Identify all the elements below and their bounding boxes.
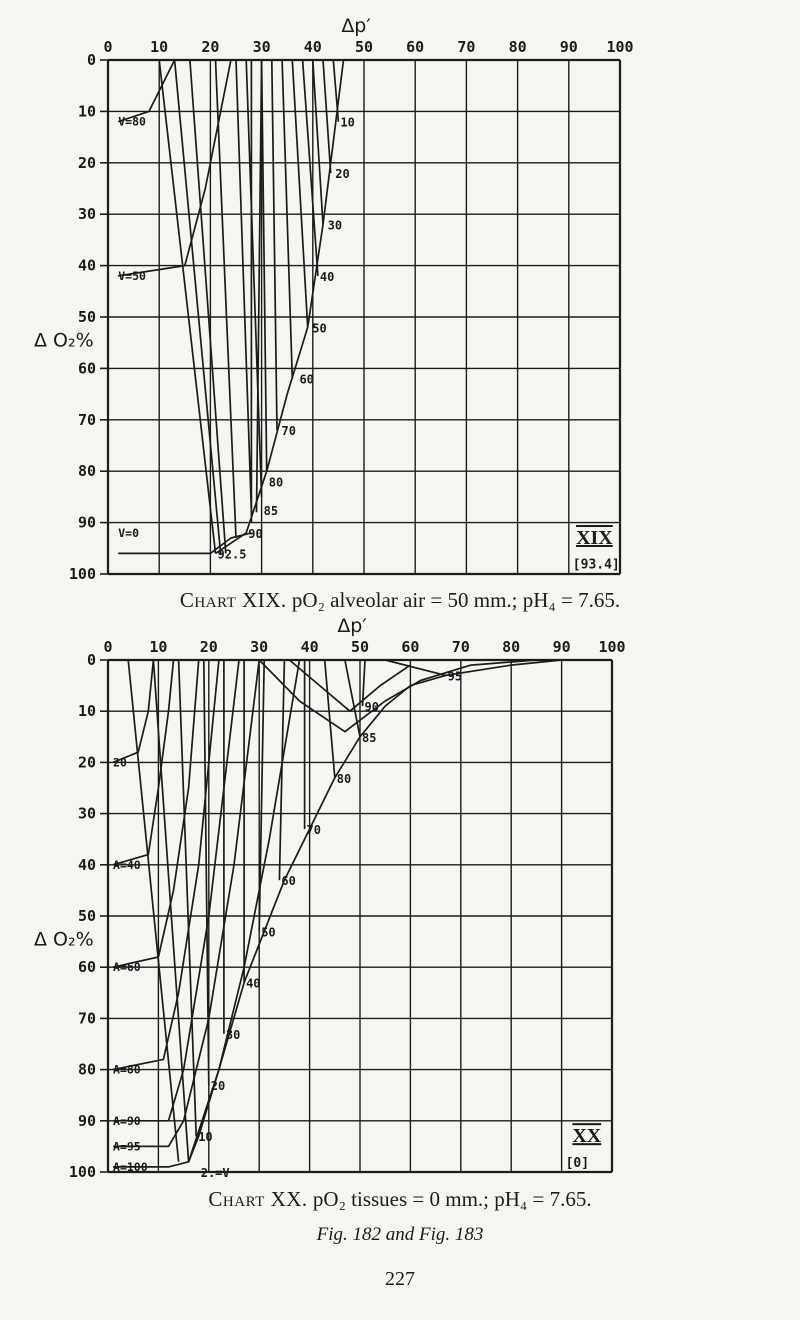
- chart-xx-x-tick-label: 0: [103, 638, 113, 656]
- chart-xix-x-tick-label: 10: [150, 38, 169, 56]
- chart-xx-y-tick-label: 30: [77, 804, 96, 823]
- chart-xx-curve-label: 2.=V: [200, 1166, 230, 1180]
- chart-xix-x-tick-label: 40: [303, 38, 322, 56]
- chart-xix-x-axis-label: Δp′: [341, 15, 371, 37]
- chart-xix-curve-label: 40: [319, 269, 335, 284]
- chart-xix-caption-text: pO₂ alveolar air = 50 mm.; pH₄ = 7.65.: [291, 588, 621, 612]
- chart-xx-y-tick-label: 50: [77, 907, 96, 925]
- chart-xx-curve-label: 30: [225, 1027, 241, 1042]
- chart-xx-y-tick-label: 90: [77, 1111, 96, 1130]
- chart-xx-x-tick-label: 70: [451, 638, 470, 656]
- chart-xix-x-tick-label: 80: [508, 38, 527, 56]
- chart-xix-annotation: V=80: [118, 114, 146, 129]
- chart-xix-y-tick-label: 90: [77, 513, 96, 532]
- chart-xix-x-tick-label: 100: [606, 38, 634, 56]
- chart-xx-curve-label: 85: [362, 730, 377, 745]
- chart-xix-number-value: [93.4]: [572, 557, 620, 573]
- chart-xix-curve-label: 10: [340, 115, 355, 130]
- chart-xix-curve: [272, 60, 277, 430]
- chart-xx-annotation: A=40: [113, 857, 141, 872]
- figure-caption: Fig. 182 and Fig. 183: [316, 1224, 484, 1245]
- chart-xx-annotation: A=90: [113, 1113, 141, 1128]
- chart-xix-curve: [323, 60, 331, 173]
- chart-xx-number-value: [0]: [565, 1155, 590, 1171]
- chart-xx-curve: [259, 660, 264, 931]
- chart-xix-x-tick-label: 50: [354, 38, 374, 56]
- chart-xix-curve: [313, 60, 323, 225]
- chart-xx-annotation: A=60: [113, 960, 141, 975]
- chart-xix-y-tick-label: 70: [77, 410, 96, 429]
- chart-xx-curve: [113, 660, 239, 1121]
- chart-xix-curve-label: 85: [263, 503, 279, 518]
- chart-xix-annotation: V=50: [118, 268, 146, 283]
- chart-xix-y-tick-label: 40: [77, 256, 96, 275]
- chart-xix-x-tick-label: 90: [559, 38, 578, 56]
- chart-xix-curve-label: 92.5: [217, 547, 247, 562]
- chart-xx-annotation: A=80: [113, 1062, 141, 1077]
- chart-xix-curve: [118, 60, 231, 276]
- chart-xx-number-label: XX: [572, 1125, 602, 1148]
- chart-xix-x-tick-label: 60: [406, 38, 425, 56]
- chart-xix-y-axis-label: Δ O₂%: [34, 329, 94, 352]
- chart-xix-y-tick-label: 30: [77, 205, 96, 224]
- chart-xix-y-tick-label: 50: [77, 308, 96, 326]
- chart-xix: [0, 0, 800, 600]
- chart-xix-curve-label: 60: [299, 372, 314, 387]
- chart-xx-x-axis-label: Δp′: [337, 615, 367, 637]
- chart-xx-curve: [385, 660, 446, 675]
- chart-xix-curve-label: 50: [312, 321, 327, 336]
- chart-xix-curve-label: 80: [268, 475, 284, 490]
- chart-xx: [0, 610, 800, 1210]
- chart-xix-curve: [175, 60, 221, 553]
- chart-xx-curve-label: 50: [261, 925, 276, 940]
- chart-xix-curve-label: 30: [327, 218, 343, 233]
- chart-xix-y-tick-label: 60: [77, 359, 96, 378]
- chart-xix-x-tick-label: 30: [252, 38, 271, 56]
- page-number: 227: [385, 1268, 415, 1290]
- chart-xix-curve: [216, 60, 237, 538]
- chart-xx-y-tick-label: 100: [68, 1163, 96, 1181]
- chart-xx-caption-text: pO₂ tissues = 0 mm.; pH₄ = 7.65.: [312, 1187, 592, 1211]
- chart-xx-x-tick-label: 100: [598, 638, 626, 656]
- chart-xix-y-tick-label: 20: [77, 153, 96, 172]
- chart-xx-x-tick-label: 90: [552, 638, 571, 656]
- chart-xx-caption-label: Chart XX.: [208, 1187, 308, 1211]
- chart-xx-y-tick-label: 80: [77, 1060, 96, 1079]
- chart-xx-annotation: A=95: [113, 1139, 141, 1154]
- chart-xx-y-tick-label: 0: [86, 651, 96, 669]
- chart-xx-y-tick-label: 70: [77, 1009, 96, 1028]
- chart-xix-curve: [118, 60, 174, 122]
- chart-xix-curve-label: 20: [335, 167, 350, 182]
- chart-xix-y-tick-label: 100: [68, 565, 96, 583]
- chart-xx-x-tick-label: 50: [350, 638, 370, 656]
- chart-xix-y-tick-label: 10: [77, 102, 96, 121]
- chart-xix-caption-label: Chart XIX.: [179, 588, 287, 612]
- chart-xx-annotation: A=100: [113, 1159, 148, 1174]
- chart-xix-y-tick-label: 0: [86, 51, 96, 69]
- chart-xx-y-tick-label: 10: [77, 702, 96, 721]
- chart-xx-curve-label: 90: [364, 700, 379, 715]
- chart-xx-x-tick-label: 30: [250, 638, 269, 656]
- chart-xx-x-tick-label: 20: [199, 638, 218, 656]
- chart-xix-x-tick-label: 20: [201, 38, 220, 56]
- chart-xx-x-tick-label: 80: [502, 638, 521, 656]
- chart-xx-curve-label: 95: [447, 669, 463, 684]
- chart-xix-x-tick-label: 0: [103, 38, 113, 56]
- chart-xx-curve-label: 80: [336, 771, 352, 786]
- chart-xx-curve-label: 40: [246, 976, 261, 991]
- chart-xx-y-tick-label: 20: [77, 753, 96, 772]
- chart-xix-y-tick-label: 80: [77, 462, 96, 481]
- chart-xx-annotation: 20: [113, 755, 127, 770]
- chart-xx-x-tick-label: 60: [401, 638, 420, 656]
- chart-xx-caption: [0, 1187, 800, 1212]
- chart-xx-curve-label: 70: [306, 822, 322, 837]
- chart-xix-annotation: V=0: [118, 525, 140, 540]
- chart-xix-number-label: XIX: [576, 527, 613, 550]
- chart-xx-curve-label: 10: [198, 1130, 213, 1145]
- chart-xix-x-tick-label: 70: [457, 38, 476, 56]
- chart-xx-curve: [204, 660, 209, 1085]
- chart-xx-x-tick-label: 40: [300, 638, 319, 656]
- chart-xix-curve-label: 90: [248, 526, 263, 541]
- chart-xx-y-tick-label: 40: [77, 855, 96, 874]
- chart-xix-curve: [282, 60, 292, 379]
- chart-xx-x-tick-label: 10: [149, 638, 168, 656]
- chart-xx-y-axis-label: Δ O₂%: [34, 928, 94, 951]
- chart-xx-curve-label: 20: [210, 1078, 226, 1093]
- chart-xx-y-tick-label: 60: [77, 958, 96, 977]
- chart-xx-curve-label: 60: [281, 874, 296, 889]
- chart-xix-curve-label: 70: [281, 424, 296, 439]
